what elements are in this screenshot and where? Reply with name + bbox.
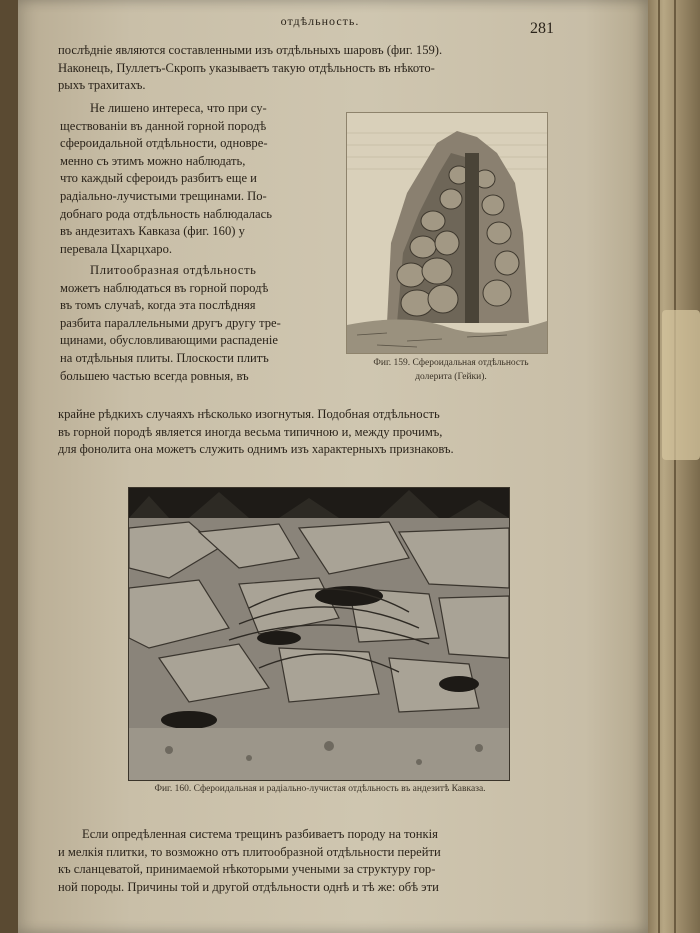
text-line: разбита параллельными другъ другу тре- — [60, 315, 281, 330]
text-line: большею частью всегда ровныя, въ — [60, 368, 249, 383]
text-line: что каждый сфероидъ разбитъ еще и — [60, 171, 257, 186]
text-line: Если опредѣленная система трещинъ разбиваетъ породу на тонкія — [82, 827, 438, 841]
text-line: сфероидальной отдѣльности, одновре- — [60, 136, 268, 151]
text-line: ной породы. Причины той и другой отдѣльности однѣ и тѣ же: обѣ эти — [58, 879, 439, 894]
text-line: въ андезитахъ Кавказа (фиг. 160) у — [60, 224, 245, 239]
bottom-paragraph — [58, 826, 588, 896]
text-line: и мелкія плитки, то возможно отъ плитообразной отдѣльности перейти — [58, 844, 441, 859]
figure-160-caption: Фиг. 160. Сфероидальная и радіально-лучистая отдѣльность въ андезитѣ Кавказа. — [154, 784, 486, 794]
figure-159-image — [346, 112, 548, 354]
text-line: на отдѣльныя плиты. Плоскости плитъ — [60, 350, 269, 365]
continuation-paragraph — [58, 406, 578, 459]
text-line: менно съ этимъ можно наблюдать, — [60, 153, 246, 168]
text-line: къ сланцеватой, принимаемой нѣкоторыми учеными за структуру гор- — [58, 862, 436, 877]
text-line: послѣдніе являются составленными изъ отдѣльныхъ шаровъ (фиг. 159). — [58, 43, 443, 57]
text-line: ществованіи въ данной горной породѣ — [60, 118, 267, 133]
text-line: для фонолита она можетъ служить однимъ изъ характерныхъ признаковъ. — [58, 442, 454, 457]
running-head: отдѣльность. — [280, 14, 360, 28]
figure-159-caption — [346, 356, 556, 384]
section-heading-line: Плитообразная отдѣльность — [90, 263, 257, 277]
text-line: добнаго рода отдѣльность наблюдалась — [60, 206, 272, 221]
left-column-paragraph-1 — [60, 100, 336, 258]
text-line: можетъ наблюдаться въ горной породѣ — [60, 280, 269, 295]
text-line: Наконецъ, Пуллетъ-Скропъ указываетъ такую отдѣльность въ нѣкото- — [58, 60, 435, 75]
text-line: въ томъ случаѣ, когда эта послѣдняя — [60, 298, 256, 313]
text-line: рыхъ трахитахъ. — [58, 78, 146, 93]
text-line: щинами, обусловливающими распаденіе — [60, 333, 278, 348]
text-line: радіально-лучистыми трещинами. По- — [60, 188, 267, 203]
caption-line: долерита (Гейки). — [415, 372, 487, 382]
text-line: въ горной породѣ является иногда весьма типичною и, между прочимъ, — [58, 424, 443, 439]
top-paragraph — [58, 42, 558, 95]
book-spine — [648, 0, 700, 933]
text-line: Не лишено интереса, что при су- — [90, 101, 267, 115]
page-number: 281 — [530, 20, 554, 37]
text-line: перевала Цхарцхаро. — [60, 241, 173, 256]
text-line: крайне рѣдкихъ случаяхъ нѣсколько изогнутыя. Подобная отдѣльность — [58, 407, 440, 421]
sticky-note — [662, 310, 700, 460]
figure-160-image — [128, 487, 510, 781]
caption-line: Фиг. 159. Сфероидальная отдѣльность — [373, 358, 529, 368]
left-column-paragraph-2 — [60, 262, 336, 385]
